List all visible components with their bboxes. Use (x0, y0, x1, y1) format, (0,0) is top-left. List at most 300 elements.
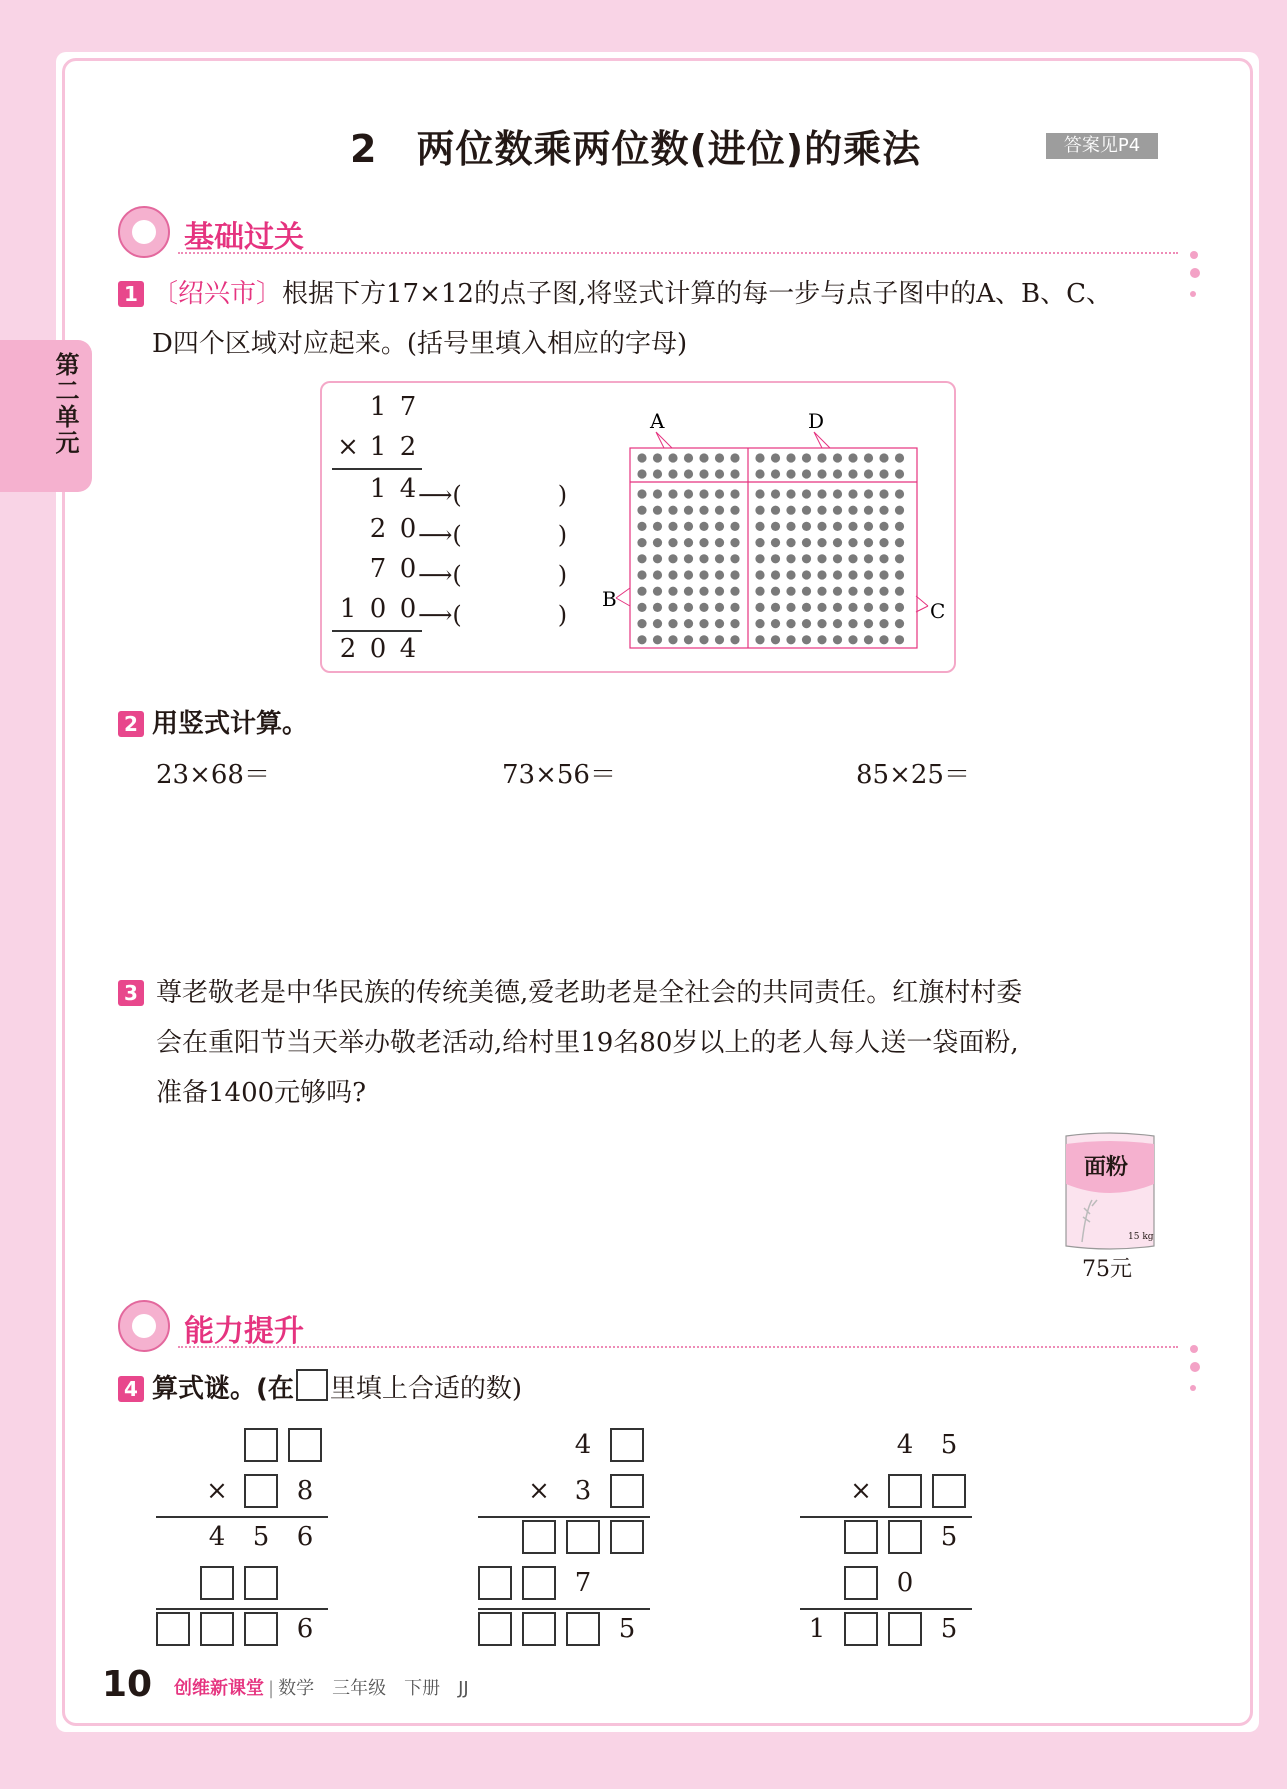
multiply-sign: × (337, 432, 359, 462)
answer-box[interactable] (244, 1566, 278, 1600)
digit: 1 (808, 1614, 826, 1644)
digit: 6 (296, 1522, 314, 1552)
dot (817, 554, 826, 563)
digit: 1 (339, 594, 357, 624)
dot (699, 538, 708, 547)
dot (848, 506, 857, 515)
dot (817, 587, 826, 596)
digit: 1 (369, 474, 387, 504)
digit: 1 (369, 392, 387, 422)
dot (771, 603, 780, 612)
label-c-pointer (916, 596, 928, 612)
digit: 5 (940, 1522, 958, 1552)
dot (895, 453, 904, 462)
dot (637, 570, 646, 579)
dot (864, 469, 873, 478)
question-4-lead: 算式谜。(在 (152, 1374, 294, 1404)
dot (879, 506, 888, 515)
dot (802, 635, 811, 644)
answer-box[interactable] (478, 1566, 512, 1600)
dot (668, 506, 677, 515)
arrow-answer-blank[interactable]: ⟶( ) (418, 481, 568, 509)
question-1-text: 根据下方17×12的点子图,将竖式计算的每一步与点子图中的A、B、C、 (282, 279, 1113, 309)
dot (730, 489, 739, 498)
dot (817, 619, 826, 628)
dot (833, 554, 842, 563)
dot (802, 538, 811, 547)
dot (771, 570, 780, 579)
dots-icon (1188, 1338, 1200, 1395)
dot (864, 587, 873, 596)
dot (786, 619, 795, 628)
dot (895, 538, 904, 547)
rule-line (800, 1516, 972, 1518)
dot (699, 587, 708, 596)
dot (786, 469, 795, 478)
question-number: 3 (118, 980, 144, 1006)
dot (864, 538, 873, 547)
dot (730, 635, 739, 644)
digit: 0 (896, 1568, 914, 1598)
dot (833, 469, 842, 478)
digit: 0 (399, 554, 417, 584)
answer-box[interactable] (200, 1612, 234, 1646)
arrow-answer-blank[interactable]: ⟶( ) (418, 561, 568, 589)
dot (864, 489, 873, 498)
dot (637, 489, 646, 498)
price-label: 75元 (1082, 1257, 1132, 1282)
dot (771, 554, 780, 563)
rule-line (478, 1516, 650, 1518)
dot (802, 570, 811, 579)
digit: 5 (618, 1614, 636, 1644)
dot (802, 453, 811, 462)
dot (637, 619, 646, 628)
dot (684, 603, 693, 612)
dot (786, 635, 795, 644)
dot (848, 603, 857, 612)
dot (895, 587, 904, 596)
answer-box[interactable] (566, 1612, 600, 1646)
dot (895, 603, 904, 612)
dot (637, 603, 646, 612)
dot (833, 538, 842, 547)
answer-box[interactable] (156, 1612, 190, 1646)
dot (848, 538, 857, 547)
dot (699, 603, 708, 612)
digit: 4 (399, 474, 417, 504)
dot (833, 619, 842, 628)
dot (786, 570, 795, 579)
label-d: D (808, 409, 825, 433)
dot (699, 506, 708, 515)
dot (668, 469, 677, 478)
digit: 7 (574, 1568, 592, 1598)
dot (802, 506, 811, 515)
dot (848, 554, 857, 563)
arrow-answer-blank[interactable]: ⟶( ) (418, 601, 568, 629)
dot (895, 554, 904, 563)
blank-box-sample (296, 1369, 328, 1401)
expression-2: 73×56＝ (502, 760, 616, 790)
dot (715, 619, 724, 628)
mascot-icon (118, 206, 170, 258)
dot (879, 453, 888, 462)
dot (864, 635, 873, 644)
label-b-pointer (616, 588, 630, 606)
dot (895, 635, 904, 644)
dot (637, 587, 646, 596)
digit: 2 (339, 634, 357, 664)
digit: 4 (896, 1430, 914, 1460)
dot (833, 587, 842, 596)
dot (755, 506, 764, 515)
dot (802, 587, 811, 596)
dot (668, 522, 677, 531)
dot (668, 554, 677, 563)
dot (653, 469, 662, 478)
question-3-line-3: 准备1400元够吗? (156, 1078, 367, 1108)
answer-box[interactable] (610, 1428, 644, 1462)
answer-box[interactable] (522, 1566, 556, 1600)
dot (817, 506, 826, 515)
dot (730, 453, 739, 462)
dot (684, 635, 693, 644)
dot (755, 587, 764, 596)
answer-box[interactable] (288, 1428, 322, 1462)
dot (833, 453, 842, 462)
bag-label: 面粉 (1084, 1155, 1129, 1180)
dot (653, 635, 662, 644)
dot (755, 453, 764, 462)
dot (684, 587, 693, 596)
bag-weight: 15 kg (1128, 1232, 1154, 1242)
dot (802, 603, 811, 612)
dot (684, 522, 693, 531)
dot (755, 554, 764, 563)
expression-1: 23×68＝ (156, 760, 270, 790)
dot (730, 619, 739, 628)
dot (786, 603, 795, 612)
answer-box[interactable] (888, 1612, 922, 1646)
rule-line (156, 1608, 328, 1610)
dot (653, 506, 662, 515)
dot (786, 538, 795, 547)
dot (771, 587, 780, 596)
question-3-line-1: 尊老敬老是中华民族的传统美德,爱老助老是全社会的共同责任。红旗村村委 (156, 978, 1023, 1008)
mascot-icon (118, 1300, 170, 1352)
expression-3: 85×25＝ (856, 760, 970, 790)
dot (864, 603, 873, 612)
dot-grid-diagram (590, 400, 950, 660)
dot (653, 570, 662, 579)
dot (699, 619, 708, 628)
unit-side-tab (0, 340, 92, 492)
dot (771, 522, 780, 531)
dots-icon (1188, 244, 1200, 301)
dot (848, 489, 857, 498)
dot (771, 619, 780, 628)
dot (668, 453, 677, 462)
answer-box[interactable] (566, 1520, 600, 1554)
dot (802, 489, 811, 498)
label-a: A (650, 409, 665, 433)
dot (715, 489, 724, 498)
answer-box[interactable] (244, 1474, 278, 1508)
dot (879, 570, 888, 579)
dot (699, 469, 708, 478)
section-advanced (118, 1300, 1198, 1360)
dot (848, 570, 857, 579)
dot (848, 469, 857, 478)
section-divider (178, 1346, 1178, 1348)
multiply-sign: × (528, 1476, 550, 1506)
dot (755, 538, 764, 547)
question-4-tail: 里填上合适的数) (329, 1374, 523, 1404)
dot (668, 635, 677, 644)
dot (715, 538, 724, 547)
dot (755, 603, 764, 612)
dot (668, 570, 677, 579)
dot (684, 453, 693, 462)
dot (699, 570, 708, 579)
dot (895, 522, 904, 531)
section-basic (118, 206, 1198, 266)
dot (684, 469, 693, 478)
question-4-text (152, 1364, 522, 1414)
dot (895, 506, 904, 515)
digit: 6 (296, 1614, 314, 1644)
dot (879, 603, 888, 612)
question-number: 2 (118, 711, 144, 737)
dot (715, 587, 724, 596)
dot (668, 603, 677, 612)
footer-subject: 数学 三年级 下册 JJ (278, 1678, 469, 1699)
question-1-line-2: D四个区域对应起来。(括号里填入相应的字母) (152, 329, 688, 359)
dot (653, 603, 662, 612)
dot (668, 489, 677, 498)
dot (653, 554, 662, 563)
dot (637, 522, 646, 531)
answer-box[interactable] (888, 1520, 922, 1554)
question-1-line-1 (152, 269, 1112, 319)
dot (637, 469, 646, 478)
dot (730, 522, 739, 531)
dot (715, 469, 724, 478)
dot (848, 619, 857, 628)
dot (786, 489, 795, 498)
dot (879, 635, 888, 644)
dot (848, 453, 857, 462)
dot (637, 453, 646, 462)
dot (771, 506, 780, 515)
answer-reference: 答案见P4 (1046, 133, 1158, 159)
dot (730, 554, 739, 563)
digit: 3 (574, 1476, 592, 1506)
arrow-answer-blank[interactable]: ⟶( ) (418, 521, 568, 549)
dot (755, 635, 764, 644)
dot (730, 603, 739, 612)
answer-box[interactable] (610, 1474, 644, 1508)
rule-line (156, 1516, 328, 1518)
section-divider (178, 252, 1178, 254)
dot (817, 538, 826, 547)
answer-box[interactable] (244, 1428, 278, 1462)
question-2-text: 用竖式计算。 (152, 709, 309, 739)
answer-box[interactable] (932, 1474, 966, 1508)
dot (817, 453, 826, 462)
dot (637, 635, 646, 644)
dot (715, 522, 724, 531)
unit-side-label: 第二单元 (51, 352, 79, 456)
dot (833, 635, 842, 644)
dot (895, 489, 904, 498)
dot (755, 469, 764, 478)
dot (864, 570, 873, 579)
dot (802, 554, 811, 563)
dot (817, 635, 826, 644)
dot (833, 603, 842, 612)
answer-box[interactable] (888, 1474, 922, 1508)
rule-line (332, 630, 422, 632)
digit: 4 (574, 1430, 592, 1460)
dot (895, 570, 904, 579)
page-number: 10 (102, 1664, 153, 1705)
dot (668, 587, 677, 596)
dot (817, 522, 826, 531)
dot (771, 469, 780, 478)
digit: 0 (399, 514, 417, 544)
dot (755, 489, 764, 498)
dot (817, 469, 826, 478)
dot (699, 522, 708, 531)
dot (879, 619, 888, 628)
dot (755, 570, 764, 579)
dot (668, 619, 677, 628)
dot (817, 489, 826, 498)
section-title: 基础过关 (184, 220, 304, 255)
dot (668, 538, 677, 547)
dot (684, 570, 693, 579)
dot (771, 538, 780, 547)
answer-box[interactable] (844, 1566, 878, 1600)
digit: 4 (399, 634, 417, 664)
dot (786, 522, 795, 531)
dot (715, 635, 724, 644)
dot (864, 619, 873, 628)
dot (833, 570, 842, 579)
answer-box[interactable] (478, 1612, 512, 1646)
dot (879, 538, 888, 547)
dot (730, 587, 739, 596)
dot (786, 453, 795, 462)
dot (684, 506, 693, 515)
label-c: C (930, 599, 946, 623)
answer-box[interactable] (244, 1612, 278, 1646)
dot (699, 635, 708, 644)
digit: 0 (369, 594, 387, 624)
dot (864, 506, 873, 515)
dot (653, 489, 662, 498)
dot (879, 469, 888, 478)
dot (864, 554, 873, 563)
dot (879, 489, 888, 498)
dot (864, 453, 873, 462)
section-title: 能力提升 (184, 1314, 304, 1349)
dot (833, 506, 842, 515)
dot (653, 587, 662, 596)
digit: 2 (369, 514, 387, 544)
digit: 2 (399, 432, 417, 462)
answer-box[interactable] (200, 1566, 234, 1600)
dot (653, 453, 662, 462)
rule-line (478, 1608, 650, 1610)
dot (802, 469, 811, 478)
dot (699, 453, 708, 462)
dot (802, 619, 811, 628)
dot (637, 538, 646, 547)
dot (895, 469, 904, 478)
dot (637, 506, 646, 515)
flour-bag-image (1062, 1130, 1158, 1252)
label-a-pointer (656, 432, 672, 448)
label-b: B (602, 587, 617, 611)
dot (684, 554, 693, 563)
digit: 7 (369, 554, 387, 584)
dot (786, 554, 795, 563)
dot (755, 522, 764, 531)
dot (715, 570, 724, 579)
dot (653, 522, 662, 531)
digit: 4 (208, 1522, 226, 1552)
dot (637, 554, 646, 563)
digit: 5 (940, 1614, 958, 1644)
dot (833, 522, 842, 531)
answer-box[interactable] (610, 1520, 644, 1554)
digit: 1 (369, 432, 387, 462)
digit: 5 (252, 1522, 270, 1552)
dot (848, 522, 857, 531)
dot (653, 619, 662, 628)
dot (848, 635, 857, 644)
dot (684, 538, 693, 547)
dot (730, 469, 739, 478)
answer-box[interactable] (844, 1612, 878, 1646)
dot (715, 453, 724, 462)
digit: 5 (940, 1430, 958, 1460)
digit: 8 (296, 1476, 314, 1506)
rule-line (332, 468, 422, 470)
answer-box[interactable] (844, 1520, 878, 1554)
dot (730, 538, 739, 547)
dot (786, 506, 795, 515)
answer-box[interactable] (522, 1520, 556, 1554)
footer-text: 创维新课堂 | 数学 三年级 下册 JJ (174, 1678, 469, 1699)
dot (879, 587, 888, 596)
dot (653, 538, 662, 547)
dot (771, 453, 780, 462)
dot (730, 570, 739, 579)
digit: 7 (399, 392, 417, 422)
dot (771, 489, 780, 498)
dot (755, 619, 764, 628)
digit: 0 (369, 634, 387, 664)
question-number: 1 (118, 281, 144, 307)
answer-box[interactable] (522, 1612, 556, 1646)
dot (699, 554, 708, 563)
dot (684, 619, 693, 628)
question-3-line-2: 会在重阳节当天举办敬老活动,给村里19名80岁以上的老人每人送一袋面粉, (156, 1028, 1019, 1058)
